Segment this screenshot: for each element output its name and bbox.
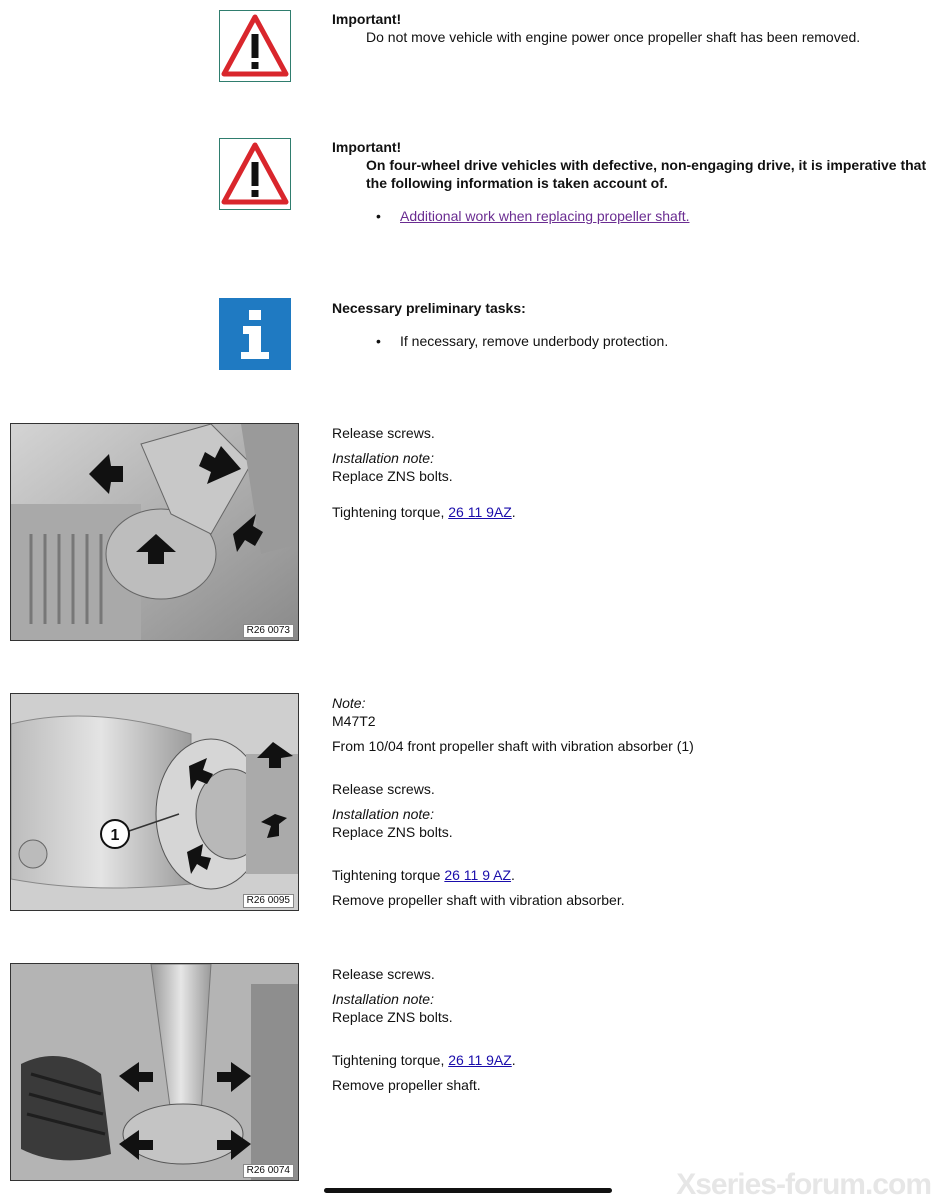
instruction: Release screws. <box>332 966 435 982</box>
installation-note-text: Replace ZNS bolts. <box>332 1009 453 1025</box>
important-notice-2 <box>332 138 928 225</box>
final-instruction: Remove propeller shaft. <box>332 1077 481 1093</box>
info-icon <box>219 298 291 370</box>
step-2-text <box>332 694 922 909</box>
notice-text: On four-wheel drive vehicles with defective, non-engaging drive, it is imperative that the following information is taken account of. <box>366 157 927 191</box>
watermark: Xseries-forum.com <box>676 1168 931 1201</box>
installation-note-label: Installation note: <box>332 991 434 1007</box>
notice-title: Important! <box>332 11 402 27</box>
step-3-text <box>332 965 922 1094</box>
torque-spec-link[interactable]: 26 11 9AZ <box>448 1052 512 1068</box>
photo-rear-flange <box>10 963 299 1181</box>
callout-number: 1 <box>110 827 120 844</box>
tightening-torque <box>332 866 922 884</box>
tightening-torque <box>332 503 922 521</box>
image-code: R26 0073 <box>243 624 294 638</box>
home-indicator[interactable] <box>324 1188 612 1193</box>
installation-note-text: Replace ZNS bolts. <box>332 468 453 484</box>
image-code: R26 0074 <box>243 1164 294 1178</box>
instruction: Release screws. <box>332 425 435 441</box>
torque-label: Tightening torque, <box>332 504 449 520</box>
torque-suffix: . <box>511 867 515 883</box>
tightening-torque <box>332 1051 922 1069</box>
step-1-text <box>332 424 922 521</box>
torque-spec-link[interactable]: 26 11 9AZ <box>448 504 512 520</box>
torque-spec-link[interactable]: 26 11 9 AZ <box>444 867 512 883</box>
additional-work-link[interactable]: Additional work when replacing propeller shaft. <box>400 208 690 224</box>
list-item: • If necessary, remove underbody protection. <box>332 332 922 350</box>
image-code: R26 0095 <box>243 894 294 908</box>
installation-note-label: Installation note: <box>332 806 434 822</box>
warning-triangle-icon <box>219 138 291 210</box>
instruction: Release screws. <box>332 781 435 797</box>
preliminary-tasks <box>332 299 922 350</box>
photo-gearbox-flange <box>10 423 299 641</box>
final-instruction: Remove propeller shaft with vibration absorber. <box>332 892 625 908</box>
notice-text: Do not move vehicle with engine power once propeller shaft has been removed. <box>366 29 861 45</box>
photo-vibration-absorber <box>10 693 299 911</box>
torque-label: Tightening torque, <box>332 1052 449 1068</box>
torque-suffix: . <box>511 1052 516 1068</box>
installation-note-text: Replace ZNS bolts. <box>332 824 453 840</box>
notice-title: Important! <box>332 139 402 155</box>
engine-model: M47T2 <box>332 713 376 729</box>
torque-label: Tightening torque <box>332 867 445 883</box>
torque-suffix: . <box>511 504 516 520</box>
note-label: Note: <box>332 695 366 711</box>
important-notice-1 <box>332 10 922 46</box>
installation-note-label: Installation note: <box>332 450 434 466</box>
tasks-title: Necessary preliminary tasks: <box>332 300 526 316</box>
vibration-absorber-info: From 10/04 front propeller shaft with vibration absorber (1) <box>332 738 694 754</box>
warning-triangle-icon <box>219 10 291 82</box>
list-item <box>332 207 928 225</box>
